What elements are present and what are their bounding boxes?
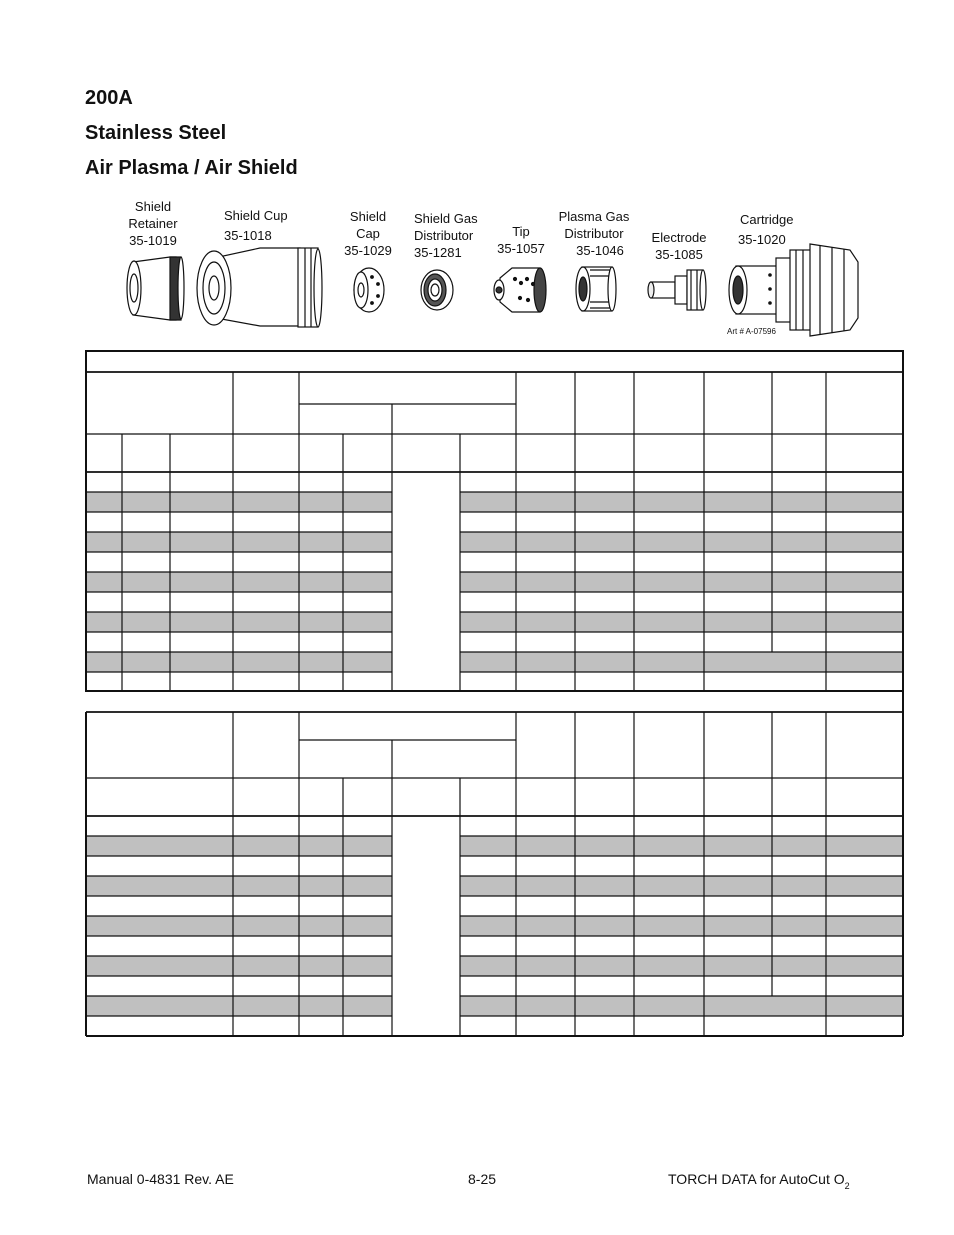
title-current: 200A [85,87,133,109]
footer-page-number: 8-25 [468,1171,497,1187]
part-label-plasma-gas-distributor: Plasma Gas Distributor 35-1046 [558,209,630,258]
table-1-shaded-rows [86,492,903,672]
part-label-shield-retainer: Shield Retainer 35-1019 [128,199,178,248]
part-label-electrode: Electrode 35-1085 [651,230,707,262]
table-2-shaded-rows [86,836,903,1016]
part-label-cartridge: Cartridge 35-1020 [738,212,794,247]
part-label-shield-cup: Shield Cup 35-1018 [224,208,288,243]
part-label-tip: Tip 35-1057 [497,224,545,256]
art-number: Art # A-07596 [727,327,776,336]
title-gases: Air Plasma / Air Shield [85,157,298,179]
part-label-shield-cap: Shield Cap 35-1029 [344,209,392,258]
footer-section: TORCH DATA for AutoCut $O_2$ [668,1171,850,1191]
title-material: Stainless Steel [85,122,227,144]
footer-manual: Manual 0-4831 Rev. AE [87,1171,234,1187]
part-label-shield-gas-distributor: Shield Gas Distributor 35-1281 [414,211,478,260]
